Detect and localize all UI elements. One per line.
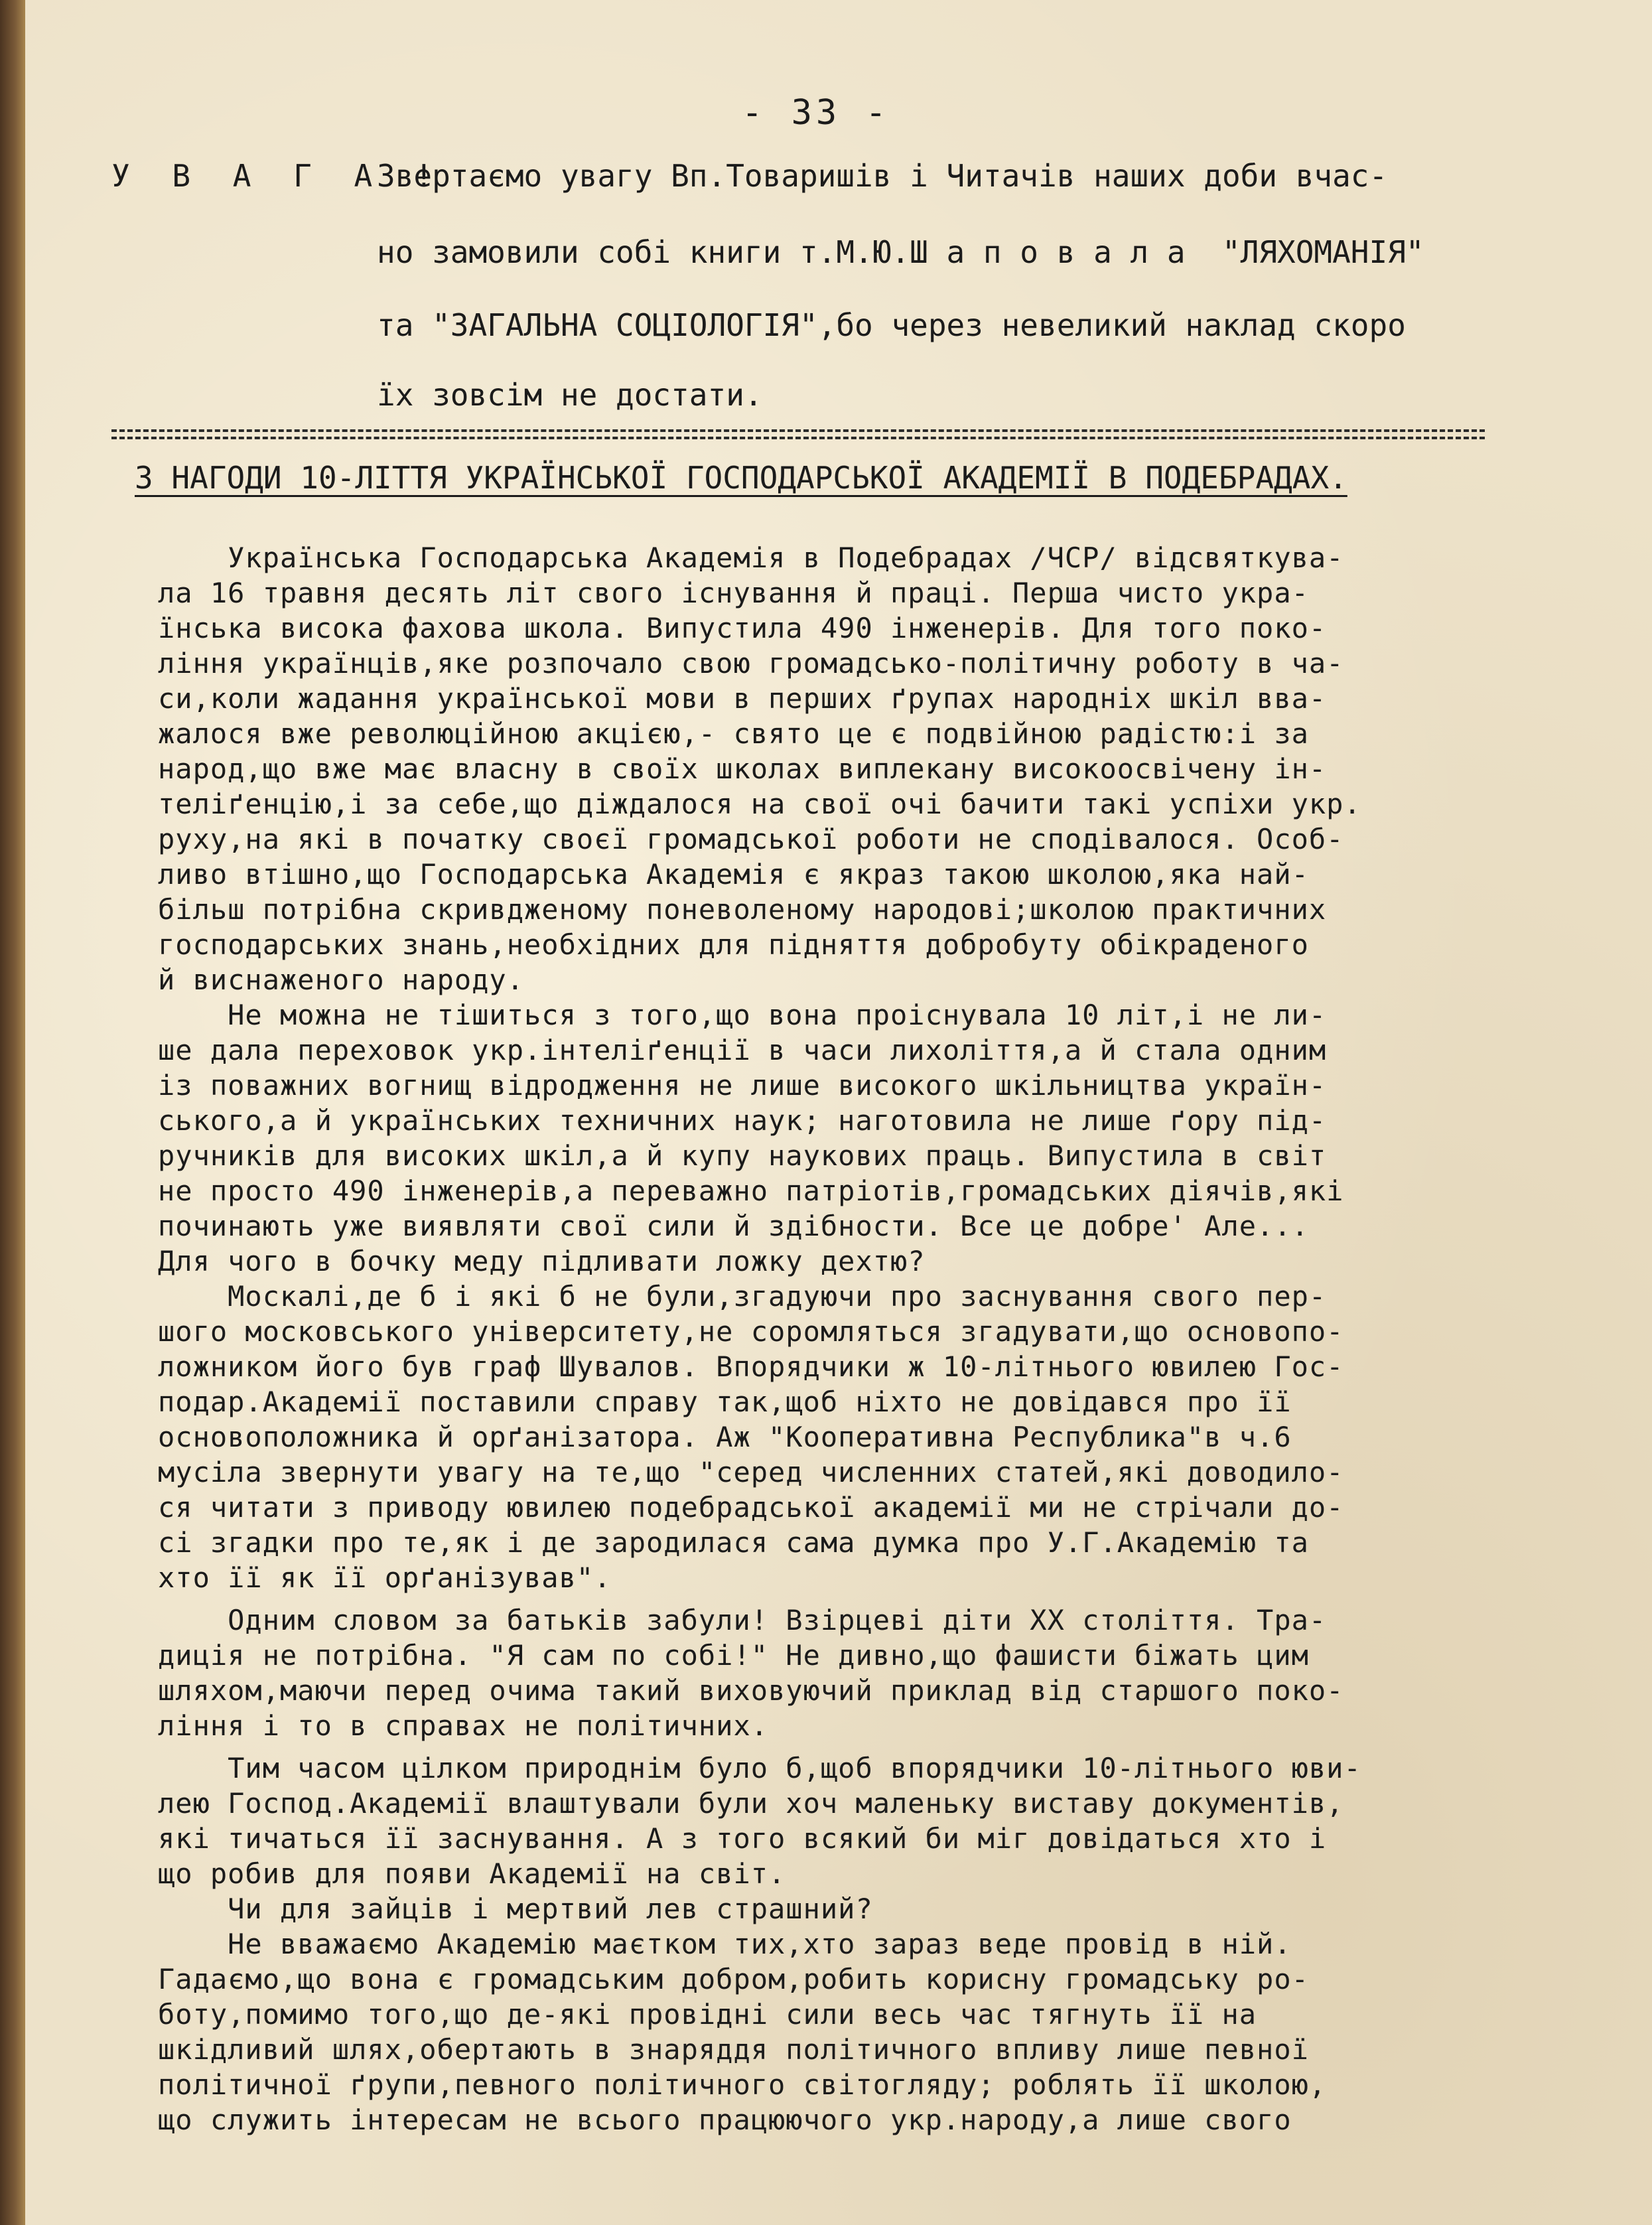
article-line: жалося вже революційною акцією,- свято це є подвійною радістю:і за [158,717,1309,750]
article-line: Гадаємо,що вона є громадським добром,робить корисну громадську ро- [158,1963,1309,1995]
article-line: Не вважаємо Академію маєтком тих,хто зараз веде провід в ній. [158,1928,1292,1960]
article-line: ського,а й українських техничних наук; наготовила не лише ґору під- [158,1104,1327,1137]
notice-label: У В А Г А ! [111,158,445,194]
article-line: Не можна не тішиться з того,що вона проіснувала 10 літ,і не ли- [158,999,1327,1031]
article-line: основоположника й орґанізатора. Аж "Кооперативна Республика"в ч.6 [158,1421,1292,1453]
section-divider [111,437,1485,439]
article-line: політичної ґрупи,певного політичного світогляду; роблять її школою, [158,2068,1327,2101]
article-line: шого московського університету,не соромляться згадувати,що основопо- [158,1315,1344,1348]
notice-line: но замовили собі книги т.М.Ю.Ш а п о в а л а "ЛЯХОМАНІЯ" [377,234,1424,270]
article-line: які тичаться її заснування. А з того всякий би міг довідаться хто і [158,1822,1327,1855]
notice-line: та "ЗАГАЛЬНА СОЦІОЛОГІЯ",бо через невеликий наклад скоро [377,307,1406,343]
article-line: боту,помимо того,що де-які провідні сили весь час тягнуть її на [158,1998,1257,2031]
article-line: й виснаженого народу. [158,964,525,996]
article-line: Чи для зайців і мертвий лев страшний? [158,1893,873,1925]
article-line: їнська висока фахова школа. Випустила 490 інженерів. Для того поко- [158,612,1327,644]
article-line: мусіла звернути увагу на те,що "серед численних статей,які доводило- [158,1456,1344,1488]
article-line: шкідливий шлях,обертають в знаряддя політичного впливу лише певної [158,2033,1309,2066]
article-line: більш потрібна скривдженому поневоленому народові;школою практичних [158,893,1327,926]
article-line: Одним словом за батьків забули! Взірцеві діти XX століття. Тра- [158,1604,1327,1636]
article-line: ління українців,яке розпочало свою громадсько-політичну роботу в ча- [158,647,1344,680]
article-line: руху,на які в початку своєї громадської роботи не сподівалося. Особ- [158,823,1344,855]
article-line: ливо втішно,що Господарська Академія є якраз такою школою,яка най- [158,858,1309,891]
article-line: подар.Академії поставили справу так,щоб ніхто не довідався про її [158,1386,1292,1418]
page-number: - 33 - [742,93,890,133]
notice-line: Звертаємо увагу Вп.Товаришів і Читачів наших доби вчас- [377,158,1388,194]
article-line: си,коли жадання української мови в перших ґрупах народніх шкіл вва- [158,682,1327,715]
article-line: лею Господ.Академії влаштували були хоч маленьку виставу документів, [158,1787,1344,1820]
article-line: хто її як її орґанізував". [158,1561,612,1594]
article-line: ся читати з приводу ювилею подебрадської академії ми не стрічали до- [158,1491,1344,1524]
article-line: ручників для високих шкіл,а й купу наукових праць. Випустила в світ [158,1139,1327,1172]
article-line: що робив для появи Академії на світ. [158,1857,786,1890]
article-line: господарських знань,необхідних для підняття добробуту обікраденого [158,928,1309,961]
section-divider [111,429,1485,432]
article-line: ше дала переховок укр.інтеліґенції в часи лихоліття,а й стала одним [158,1034,1327,1066]
article-line: теліґенцію,і за себе,що діждалося на свої очі бачити такі успіхи укр. [158,788,1361,820]
article-line: ління і то в справах не політичних. [158,1709,769,1742]
document-page [25,0,1652,2225]
article-line: шляхом,маючи перед очима такий виховуючий приклад від старшого поко- [158,1674,1344,1707]
notice-line: їх зовсім не достати. [377,377,763,413]
article-line: ла 16 травня десять літ свого існування й праці. Перша чисто укра- [158,577,1309,609]
article-line: Москалі,де б і які б не були,згадуючи про заснування свого пер- [158,1280,1327,1313]
article-line: що служить інтересам не всього працюючого укр.народу,а лише свого [158,2104,1292,2136]
article-line: із поважних вогнищ відродження не лише високого шкільництва україн- [158,1069,1327,1102]
article-line: Тим часом цілком природнім було б,щоб впорядчики 10-літнього юви- [158,1752,1361,1784]
article-line: починають уже виявляти свої сили й здібности. Все це добре' Але... [158,1210,1309,1242]
article-line: не просто 490 інженерів,а переважно патріотів,громадських діячів,які [158,1175,1344,1207]
article-line: диція не потрібна. "Я сам по собі!" Не дивно,що фашисти біжать цим [158,1639,1309,1672]
article-line: Для чого в бочку меду підливати ложку дехтю? [158,1245,926,1277]
article-heading: З НАГОДИ 10-ЛІТТЯ УКРАЇНСЬКОЇ ГОСПОДАРСЬКОЇ АКАДЕМІЇ В ПОДЕБРАДАХ. [135,460,1347,496]
page-binding-edge [0,0,25,2225]
article-line: народ,що вже має власну в своїх школах виплекану високоосвічену ін- [158,753,1327,785]
article-line: Українська Господарська Академія в Подебрадах /ЧСР/ відсвяткува- [158,541,1344,574]
article-line: ложником його був граф Шувалов. Впорядчики ж 10-літнього ювилею Гос- [158,1350,1344,1383]
article-line: сі згадки про те,як і де зародилася сама думка про У.Г.Академію та [158,1526,1309,1559]
